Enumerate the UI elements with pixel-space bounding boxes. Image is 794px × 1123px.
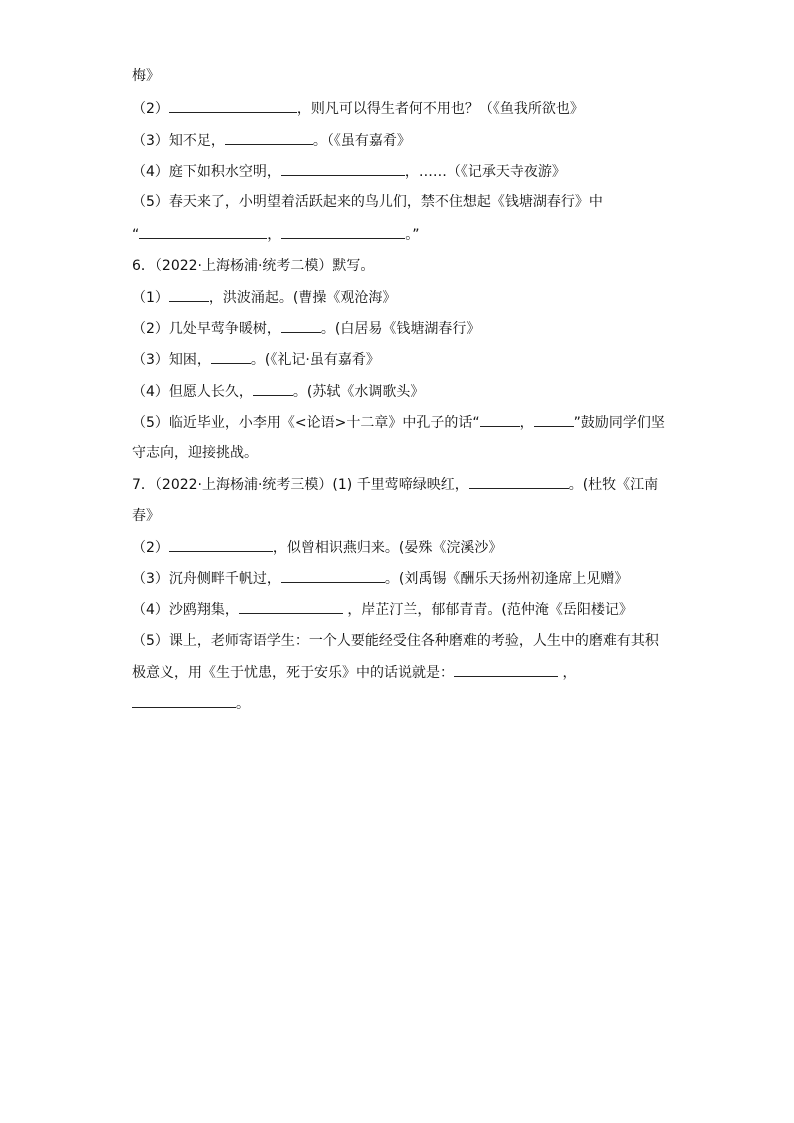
text-line [132,66,160,86]
line-text: ，则凡可以得生者何不用也？（《鱼我所欲也》 [296,101,584,117]
question-line [132,192,603,212]
question-line [132,599,633,620]
question-line [132,130,411,151]
answer-blank[interactable] [169,287,209,302]
answer-blank[interactable] [239,599,343,614]
line-text: （2）几处早莺争暖树， [132,321,281,337]
line-text: 。 [236,696,250,712]
answer-blank[interactable] [281,568,385,583]
answer-blank[interactable] [469,474,569,489]
line-text: （2） [132,540,169,556]
line-text: ，洪波涌起。(曹操《观沧海》 [208,290,397,306]
line-text: （3）知不足， [132,133,225,149]
line-text: （4）但愿人长久， [132,384,253,400]
question-line [132,693,250,714]
answer-blank[interactable] [253,381,293,396]
question-line [132,98,584,119]
line-text: ，似曾相识燕归来。(晏殊《浣溪沙》 [272,540,503,556]
answer-blank[interactable] [534,412,574,427]
line-text: （4）庭下如积水空明， [132,164,281,180]
answer-blank[interactable] [281,318,321,333]
line-text: （5）临近毕业，小李用《<论语>十二章》中孔子的话“ [132,415,480,431]
line-text: （2） [132,101,169,117]
line-text: 春》 [132,508,160,524]
line-text: （3）知困， [132,352,211,368]
question-line [132,224,420,245]
line-text: ， [519,415,534,431]
answer-blank[interactable] [480,412,520,427]
line-text: （4）沙鸥翔集， [132,602,239,618]
question-line [132,537,502,558]
answer-blank[interactable] [281,224,405,239]
line-text: 。(刘禹锡《酬乐天扬州初逢席上见赠》 [384,571,629,587]
question-line [132,412,665,433]
line-text: ，岸芷汀兰，郁郁青青。(范仲淹《岳阳楼记》 [342,602,633,618]
line-text: ”鼓励同学们坚 [573,415,665,431]
answer-blank[interactable] [281,161,405,176]
answer-blank[interactable] [169,537,273,552]
question-heading [132,256,374,276]
answer-blank[interactable] [225,130,313,145]
line-text: （5）春天来了，小明望着活跃起来的鸟儿们，禁不住想起《钱塘湖春行》中 [132,194,603,210]
line-text: 。（《虽有嘉肴》 [312,133,411,149]
question-line [132,568,628,589]
question-line [132,662,576,683]
answer-blank[interactable] [211,349,251,364]
line-text: ， [558,665,577,681]
line-text: 。(白居易《钱塘湖春行》 [320,321,481,337]
line-text: 6．（2022·上海杨浦·统考二模）默写。 [132,258,375,274]
line-text: “ [132,227,140,243]
line-text: （5）课上，老师寄语学生：一个人要能经受住各种磨难的考验，人生中的磨难有其积 [132,633,659,649]
question-line [132,287,396,308]
line-text: 。(杜牧《江南 [568,477,659,493]
question-line [132,349,380,370]
line-text: 。(《礼记·虽有嘉肴》 [250,352,380,368]
answer-blank[interactable] [139,224,267,239]
answer-blank[interactable] [454,662,558,677]
line-text: 。(苏轼《水调歌头》 [292,384,425,400]
line-text: 守志向，迎接挑战。 [132,445,258,461]
question-line [132,318,480,339]
line-text: 7．（2022·上海杨浦·统考三模）(1) 千里莺啼绿映红， [132,477,469,493]
line-text: ，……（《记承天寺夜游》 [404,164,566,180]
question-line [132,381,424,402]
line-text: （1） [132,290,169,306]
answer-blank[interactable] [132,693,236,708]
question-line [132,443,258,463]
question-line [132,506,160,526]
line-text: 极意义，用《生于忧患，死于安乐》中的话说就是： [132,665,454,681]
line-text: 。” [405,227,420,243]
line-text: ， [267,227,282,243]
question-line [132,161,566,182]
answer-blank[interactable] [169,98,297,113]
line-text: （3）沉舟侧畔千帆过， [132,571,281,587]
question-heading [132,474,658,495]
line-text: 梅》 [132,68,160,84]
question-line [132,631,659,651]
